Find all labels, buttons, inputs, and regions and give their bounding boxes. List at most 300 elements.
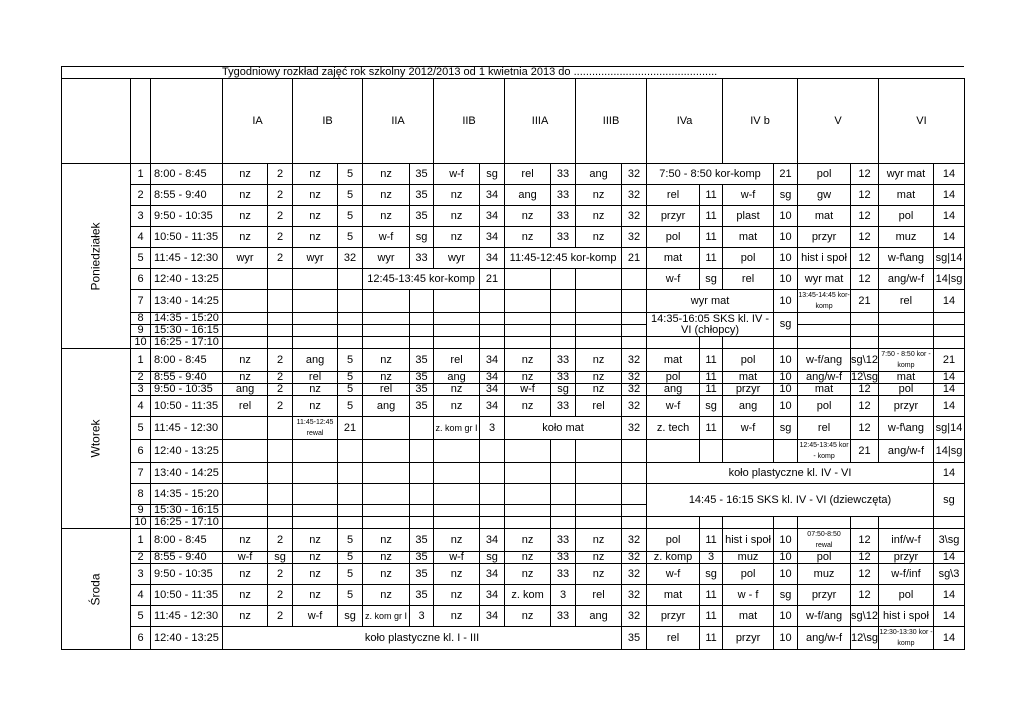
schedule-cell: 13:45-14:45 kor-komp [798, 290, 851, 313]
schedule-cell: nz [576, 384, 622, 396]
lesson-time: 9:50 - 10:35 [151, 384, 223, 396]
schedule-cell [505, 463, 551, 484]
schedule-cell: nz [505, 227, 551, 248]
schedule-cell [933, 325, 964, 337]
schedule-cell: 12 [851, 206, 879, 227]
lesson-number: 10 [131, 337, 151, 349]
schedule-cell [268, 440, 293, 463]
schedule-cell: w-f [223, 552, 268, 564]
schedule-cell [505, 325, 551, 337]
schedule-cell: ang/w-f [878, 269, 933, 290]
schedule-cell [551, 484, 576, 505]
schedule-cell: 12 [851, 396, 879, 417]
lesson-number: 1 [131, 349, 151, 372]
schedule-cell [293, 313, 338, 325]
schedule-cell: 12 [851, 164, 879, 185]
schedule-cell: w-f [723, 185, 774, 206]
schedule-cell: 32 [622, 585, 647, 606]
schedule-cell: w-f [434, 164, 480, 185]
schedule-cell [700, 337, 723, 349]
schedule-cell [434, 337, 480, 349]
schedule-cell: pol [647, 529, 700, 552]
schedule-cell [878, 325, 933, 337]
schedule-cell [798, 313, 851, 325]
schedule-cell: 3 [551, 585, 576, 606]
schedule-cell: 12 [851, 248, 879, 269]
schedule-cell: 5 [338, 585, 363, 606]
schedule-cell: nz [434, 529, 480, 552]
schedule-cell: 35 [410, 185, 434, 206]
schedule-cell [223, 313, 268, 325]
schedule-cell [338, 325, 363, 337]
lesson-time: 13:40 - 14:25 [151, 290, 223, 313]
schedule-cell [723, 337, 774, 349]
schedule-cell [723, 440, 774, 463]
class-header: IIA [363, 79, 434, 164]
schedule-cell: 21 [851, 290, 879, 313]
schedule-cell: nz [293, 185, 338, 206]
schedule-cell: nz [363, 552, 410, 564]
schedule-cell: 14 [933, 164, 964, 185]
schedule-cell: mat [878, 185, 933, 206]
schedule-cell: 10 [774, 552, 798, 564]
schedule-row [62, 552, 965, 564]
schedule-cell: nz [363, 206, 410, 227]
schedule-cell: z. kom gr I [363, 606, 410, 627]
schedule-cell: koło plastyczne kl. I - III [223, 627, 622, 650]
schedule-cell [223, 440, 268, 463]
schedule-cell: rel [576, 585, 622, 606]
schedule-cell: 10 [774, 206, 798, 227]
schedule-cell [293, 484, 338, 505]
schedule-cell: nz [434, 384, 480, 396]
schedule-cell: 11:45-12:45 rewal [293, 417, 338, 440]
schedule-row [62, 372, 965, 384]
schedule-cell: 10 [774, 529, 798, 552]
schedule-cell [480, 463, 505, 484]
schedule-cell: 14 [933, 384, 964, 396]
schedule-cell: 34 [480, 248, 505, 269]
schedule-cell [410, 337, 434, 349]
schedule-cell [480, 290, 505, 313]
schedule-row [62, 227, 965, 248]
schedule-cell: 5 [338, 396, 363, 417]
schedule-cell [410, 505, 434, 517]
schedule-cell [576, 505, 622, 517]
schedule-cell: w-f [363, 227, 410, 248]
schedule-cell [338, 290, 363, 313]
schedule-cell: przyr [878, 396, 933, 417]
schedule-cell: 32 [622, 396, 647, 417]
schedule-cell: pol [647, 372, 700, 384]
lesson-number: 9 [131, 325, 151, 337]
schedule-cell [576, 313, 622, 325]
schedule-cell [268, 337, 293, 349]
schedule-cell: 12\sg [851, 371, 878, 383]
schedule-cell [576, 463, 622, 484]
schedule-cell [363, 463, 410, 484]
lesson-time: 12:40 - 13:25 [151, 627, 223, 650]
schedule-cell: 33 [551, 396, 576, 417]
lesson-time: 8:55 - 9:40 [151, 185, 223, 206]
schedule-cell [622, 313, 647, 325]
schedule-cell: nz [576, 564, 622, 585]
schedule-cell: 14 [933, 396, 964, 417]
schedule-cell [480, 313, 505, 325]
schedule-cell: nz [505, 606, 551, 627]
schedule-cell [338, 337, 363, 349]
schedule-cell: 2 [268, 248, 293, 269]
schedule-cell: mat [723, 227, 774, 248]
schedule-cell [410, 463, 434, 484]
schedule-cell [933, 313, 964, 325]
schedule-cell: 14 [933, 552, 964, 564]
schedule-cell [434, 484, 480, 505]
schedule-cell [293, 440, 338, 463]
schedule-cell: 14 [933, 185, 964, 206]
schedule-cell [268, 417, 293, 440]
schedule-cell [774, 440, 798, 463]
schedule-cell [223, 325, 268, 337]
schedule-cell: mat [723, 606, 774, 627]
schedule-row [62, 290, 965, 313]
schedule-cell [851, 313, 879, 325]
schedule-row [62, 564, 965, 585]
schedule-cell: 2 [268, 164, 293, 185]
schedule-cell: 35 [410, 396, 434, 417]
schedule-cell: nz [293, 227, 338, 248]
schedule-cell: 14 [933, 206, 964, 227]
schedule-cell [410, 517, 434, 529]
schedule-cell: 10 [774, 396, 798, 417]
schedule-cell [293, 269, 338, 290]
schedule-cell: 34 [480, 564, 505, 585]
schedule-cell: nz [223, 606, 268, 627]
page-title: Tygodniowy rozkład zajęć rok szkolny 2012/2013 od 1 kwietnia 2013 do ............................................... [62, 67, 965, 79]
schedule-cell: 10 [774, 606, 798, 627]
schedule-cell [338, 517, 363, 529]
schedule-cell: 5 [338, 552, 363, 564]
schedule-cell: 2 [268, 606, 293, 627]
schedule-cell: 07:50-8:50 rewal [798, 529, 851, 552]
schedule-row [62, 337, 965, 349]
lesson-time: 12:40 - 13:25 [151, 269, 223, 290]
schedule-cell [576, 517, 622, 529]
schedule-cell: 10 [774, 384, 798, 396]
schedule-cell [363, 440, 410, 463]
schedule-cell: nz [505, 206, 551, 227]
schedule-cell [268, 290, 293, 313]
schedule-cell [268, 313, 293, 325]
schedule-cell: rel [878, 290, 933, 313]
schedule-cell: pol [798, 396, 851, 417]
schedule-cell [622, 484, 647, 505]
schedule-cell: ang/w-f [878, 440, 933, 463]
schedule-cell: sg [410, 227, 434, 248]
schedule-cell: 33 [551, 564, 576, 585]
schedule-cell: 2 [268, 227, 293, 248]
schedule-cell: rel [505, 164, 551, 185]
schedule-cell [576, 269, 622, 290]
schedule-cell: nz [223, 349, 268, 372]
schedule-cell: 12 [851, 564, 879, 585]
schedule-cell: 35 [410, 585, 434, 606]
schedule-cell: 34 [480, 227, 505, 248]
lesson-number: 4 [131, 585, 151, 606]
schedule-cell [293, 337, 338, 349]
schedule-cell [798, 517, 851, 529]
schedule-row [62, 585, 965, 606]
schedule-cell [480, 505, 505, 517]
schedule-row [62, 463, 965, 484]
schedule-cell: ang [223, 384, 268, 396]
schedule-cell: 32 [622, 227, 647, 248]
schedule-cell [622, 269, 647, 290]
schedule-cell: 33 [410, 248, 434, 269]
schedule-row [62, 396, 965, 417]
schedule-cell: 35 [410, 164, 434, 185]
lesson-number: 3 [131, 564, 151, 585]
schedule-cell: 12 [851, 529, 879, 552]
schedule-cell [410, 417, 434, 440]
header-num-cell [131, 79, 151, 164]
schedule-cell: nz [576, 372, 622, 384]
schedule-row [62, 440, 965, 463]
lesson-number: 1 [131, 164, 151, 185]
schedule-cell [576, 484, 622, 505]
schedule-cell: 34 [480, 384, 505, 396]
schedule-cell: wyr [223, 248, 268, 269]
schedule-cell [622, 463, 647, 484]
schedule-cell: w-f\ang [878, 417, 933, 440]
schedule-cell: 32 [622, 349, 647, 372]
schedule-cell: rel [723, 269, 774, 290]
class-header: IA [223, 79, 293, 164]
schedule-cell: 35 [410, 349, 434, 372]
day-name: Poniedziałek [88, 221, 103, 291]
schedule-cell: 2 [268, 585, 293, 606]
schedule-cell [551, 463, 576, 484]
schedule-cell: ang [576, 164, 622, 185]
schedule-cell: rel [647, 185, 700, 206]
schedule-cell: nz [223, 372, 268, 384]
schedule-cell: 32 [622, 529, 647, 552]
schedule-cell: nz [434, 227, 480, 248]
schedule-cell [933, 337, 964, 349]
schedule-cell: 21 [851, 440, 879, 463]
schedule-cell [434, 505, 480, 517]
schedule-cell [551, 313, 576, 325]
schedule-cell [293, 325, 338, 337]
schedule-cell [774, 337, 798, 349]
class-header: IVa [647, 79, 723, 164]
schedule-cell: 33 [551, 529, 576, 552]
schedule-cell [338, 269, 363, 290]
schedule-cell: 35 [410, 529, 434, 552]
schedule-cell: wyr [434, 248, 480, 269]
schedule-cell: sg [480, 164, 505, 185]
schedule-cell: 10 [774, 227, 798, 248]
lesson-number: 4 [131, 396, 151, 417]
day-label [62, 349, 131, 529]
title-row [62, 67, 965, 79]
schedule-cell: w - f [723, 585, 774, 606]
schedule-cell: sg\12 [851, 606, 879, 627]
class-header: IIIB [576, 79, 647, 164]
lesson-time: 13:40 - 14:25 [151, 463, 223, 484]
schedule-cell: ang [363, 396, 410, 417]
schedule-cell: w-f [647, 396, 700, 417]
lesson-number: 9 [131, 505, 151, 517]
schedule-cell: w-f\ang [878, 248, 933, 269]
schedule-cell: 5 [338, 164, 363, 185]
schedule-cell [576, 440, 622, 463]
schedule-row [62, 484, 965, 505]
schedule-cell [223, 417, 268, 440]
lesson-time: 14:35 - 15:20 [151, 484, 223, 505]
schedule-cell [363, 290, 410, 313]
schedule-cell [622, 517, 647, 529]
header-day-cell [62, 79, 131, 164]
schedule-cell: 34 [480, 206, 505, 227]
schedule-cell: muz [723, 552, 774, 564]
schedule-cell: nz [576, 552, 622, 564]
lesson-time: 10:50 - 11:35 [151, 227, 223, 248]
schedule-cell: 34 [480, 585, 505, 606]
schedule-cell: 11 [700, 585, 723, 606]
schedule-cell: z. komp [647, 552, 700, 564]
lesson-time: 8:00 - 8:45 [151, 164, 223, 185]
schedule-row [62, 606, 965, 627]
schedule-cell: 33 [551, 185, 576, 206]
schedule-cell [723, 517, 774, 529]
schedule-cell: 14|sg [933, 440, 964, 463]
schedule-cell: 14 [933, 463, 964, 484]
schedule-cell: pol [647, 227, 700, 248]
lesson-number: 7 [131, 463, 151, 484]
schedule-cell [551, 290, 576, 313]
schedule-cell: 3\sg [933, 529, 964, 552]
lesson-number: 6 [131, 440, 151, 463]
schedule-row [62, 349, 965, 372]
schedule-cell [480, 325, 505, 337]
schedule-cell [878, 313, 933, 325]
schedule-row [62, 417, 965, 440]
schedule-cell [551, 269, 576, 290]
lesson-time: 10:50 - 11:35 [151, 396, 223, 417]
schedule-cell: 33 [551, 606, 576, 627]
schedule-cell: 14 [933, 290, 964, 313]
schedule-cell [434, 440, 480, 463]
schedule-cell: 32 [622, 552, 647, 564]
schedule-cell: 34 [480, 606, 505, 627]
schedule-cell: 14 [933, 227, 964, 248]
lesson-number: 5 [131, 248, 151, 269]
schedule-sheet [61, 66, 965, 650]
schedule-row [62, 529, 965, 552]
schedule-cell: 10 [774, 564, 798, 585]
schedule-cell [223, 484, 268, 505]
schedule-cell [363, 484, 410, 505]
schedule-cell [798, 337, 851, 349]
schedule-cell: nz [223, 206, 268, 227]
schedule-cell: rel [576, 396, 622, 417]
schedule-cell: nz [293, 206, 338, 227]
schedule-cell: wyr mat [647, 290, 774, 313]
schedule-cell: ang [576, 606, 622, 627]
schedule-cell: przyr [723, 627, 774, 650]
schedule-cell: 2 [268, 349, 293, 372]
schedule-cell: 12 [851, 384, 879, 396]
schedule-cell [363, 517, 410, 529]
lesson-time: 15:30 - 16:15 [151, 325, 223, 337]
schedule-cell [434, 463, 480, 484]
schedule-cell: hist i społ [878, 606, 933, 627]
lesson-time: 8:55 - 9:40 [151, 552, 223, 564]
schedule-cell [700, 440, 723, 463]
schedule-cell [268, 517, 293, 529]
schedule-cell [576, 325, 622, 337]
class-header: V [798, 79, 879, 164]
schedule-cell: w-f [293, 606, 338, 627]
lesson-time: 12:40 - 13:25 [151, 440, 223, 463]
schedule-cell: przyr [723, 384, 774, 396]
schedule-cell [505, 337, 551, 349]
schedule-cell: 33 [551, 227, 576, 248]
schedule-cell: 32 [622, 606, 647, 627]
schedule-cell: 12 [851, 185, 879, 206]
lesson-time: 14:35 - 15:20 [151, 313, 223, 325]
schedule-cell: nz [576, 185, 622, 206]
schedule-cell: rel [293, 372, 338, 384]
lesson-number: 3 [131, 206, 151, 227]
schedule-cell: 2 [268, 206, 293, 227]
schedule-cell [363, 337, 410, 349]
schedule-cell: pol [798, 552, 851, 564]
schedule-cell: ang [647, 384, 700, 396]
schedule-cell: nz [576, 529, 622, 552]
schedule-cell: 11 [700, 206, 723, 227]
schedule-cell: 11 [700, 349, 723, 372]
schedule-cell: przyr [798, 585, 851, 606]
schedule-cell: nz [505, 529, 551, 552]
lesson-time: 8:00 - 8:45 [151, 529, 223, 552]
schedule-cell: 10 [774, 372, 798, 384]
schedule-cell: przyr [647, 206, 700, 227]
schedule-cell: 5 [338, 227, 363, 248]
schedule-cell [647, 517, 700, 529]
schedule-cell [410, 290, 434, 313]
schedule-cell: nz [293, 564, 338, 585]
schedule-cell [410, 440, 434, 463]
lesson-time: 11:45 - 12:30 [151, 606, 223, 627]
schedule-cell: z. tech [647, 417, 700, 440]
schedule-cell: nz [363, 349, 410, 372]
lesson-number: 3 [131, 384, 151, 396]
lesson-number: 5 [131, 417, 151, 440]
schedule-cell [505, 484, 551, 505]
schedule-cell: nz [223, 227, 268, 248]
schedule-cell: rel [223, 396, 268, 417]
schedule-cell [505, 313, 551, 325]
schedule-cell: nz [363, 585, 410, 606]
lesson-number: 10 [131, 517, 151, 529]
schedule-cell [410, 313, 434, 325]
schedule-cell [338, 484, 363, 505]
lesson-number: 7 [131, 290, 151, 313]
schedule-cell: sg\3 [933, 564, 964, 585]
lesson-time: 9:50 - 10:35 [151, 564, 223, 585]
